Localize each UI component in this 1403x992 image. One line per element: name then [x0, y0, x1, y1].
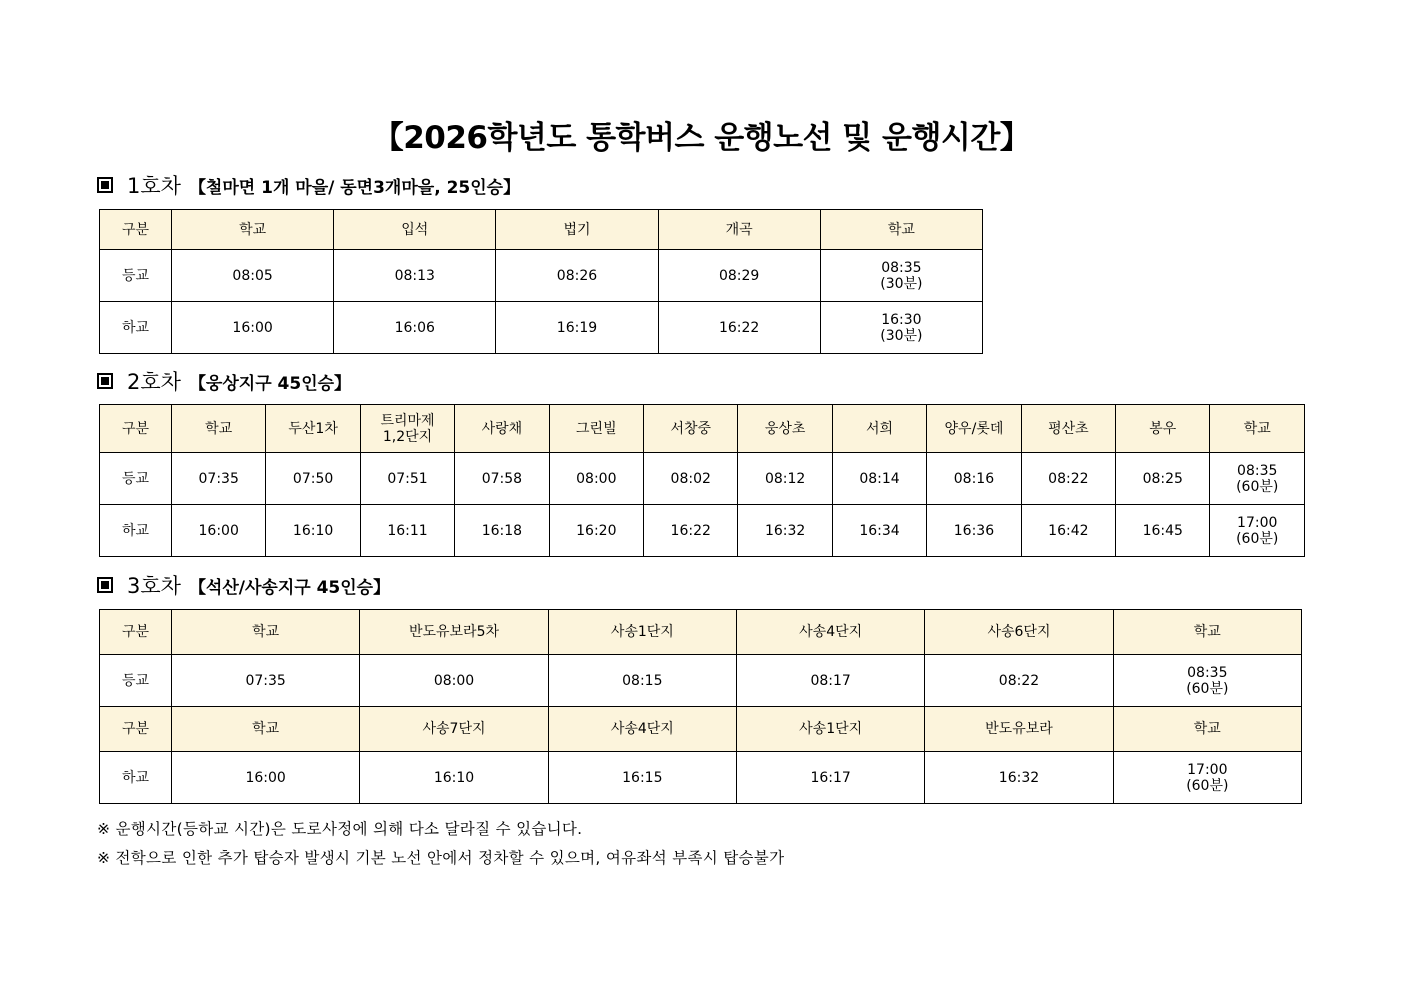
section-subtitle: 【석산/사송지구 45인승】 — [188, 577, 391, 598]
time-cell: 17:00 (60분) — [1113, 752, 1301, 804]
header-cell: 학교 — [1113, 707, 1301, 752]
time-cell: 16:00 — [172, 302, 334, 354]
section-heading-bus-1 — [97, 170, 520, 200]
time-cell: 16:20 — [549, 505, 643, 557]
table-header-row — [100, 610, 1302, 655]
header-cell: 구분 — [100, 707, 172, 752]
time-cell: 08:25 — [1116, 453, 1210, 505]
time-cell: 08:05 — [172, 250, 334, 302]
table-header-row — [100, 210, 983, 250]
time-cell: 08:26 — [496, 250, 658, 302]
header-cell: 학교 — [172, 707, 360, 752]
time-cell: 08:22 — [1021, 453, 1115, 505]
section-name: 1호차 — [127, 174, 181, 198]
time-cell: 08:00 — [549, 453, 643, 505]
time-cell: 16:22 — [658, 302, 820, 354]
time-cell: 08:12 — [738, 453, 832, 505]
time-cell: 08:00 — [360, 655, 548, 707]
time-cell: 16:18 — [455, 505, 549, 557]
time-cell: 16:11 — [360, 505, 454, 557]
square-bullet-icon — [97, 177, 113, 193]
header-cell: 사랑채 — [455, 405, 549, 453]
time-cell: 16:30 (30분) — [820, 302, 982, 354]
header-cell: 서창중 — [644, 405, 738, 453]
row-label-cell: 등교 — [100, 453, 172, 505]
table-row — [100, 505, 1305, 557]
time-cell: 08:15 — [548, 655, 736, 707]
header-cell: 학교 — [172, 210, 334, 250]
header-cell: 학교 — [1210, 405, 1305, 453]
header-cell: 학교 — [1113, 610, 1301, 655]
time-cell: 16:10 — [266, 505, 360, 557]
time-cell: 07:51 — [360, 453, 454, 505]
time-cell: 16:10 — [360, 752, 548, 804]
header-cell: 법기 — [496, 210, 658, 250]
time-cell: 16:34 — [832, 505, 926, 557]
time-cell: 16:42 — [1021, 505, 1115, 557]
page-title: 【2026학년도 통학버스 운행노선 및 운행시간】 — [372, 120, 1031, 156]
time-cell: 16:36 — [927, 505, 1021, 557]
row-label-cell: 등교 — [100, 250, 172, 302]
time-cell: 08:17 — [736, 655, 924, 707]
header-cell: 사송4단지 — [548, 707, 736, 752]
time-cell: 07:35 — [172, 655, 360, 707]
time-cell: 16:32 — [925, 752, 1113, 804]
header-cell: 봉우 — [1116, 405, 1210, 453]
table-row — [100, 752, 1302, 804]
section-heading-bus-3 — [97, 570, 390, 600]
time-cell: 07:35 — [172, 453, 266, 505]
header-cell: 구분 — [100, 210, 172, 250]
time-cell: 08:22 — [925, 655, 1113, 707]
header-cell: 사송1단지 — [736, 707, 924, 752]
row-label-cell: 하교 — [100, 752, 172, 804]
section-heading-bus-2 — [97, 366, 351, 396]
header-cell: 개곡 — [658, 210, 820, 250]
time-cell: 16:00 — [172, 752, 360, 804]
header-cell: 양우/롯데 — [927, 405, 1021, 453]
row-label-cell: 하교 — [100, 302, 172, 354]
header-cell: 학교 — [172, 405, 266, 453]
header-cell: 구분 — [100, 405, 172, 453]
section-name: 3호차 — [127, 574, 181, 598]
table-header-row — [100, 707, 1302, 752]
square-bullet-icon — [97, 577, 113, 593]
header-cell: 평산초 — [1021, 405, 1115, 453]
time-cell: 08:13 — [334, 250, 496, 302]
header-cell: 사송4단지 — [736, 610, 924, 655]
header-cell: 학교 — [820, 210, 982, 250]
bus-3-schedule-table — [99, 609, 1302, 804]
header-cell: 사송6단지 — [925, 610, 1113, 655]
header-cell: 학교 — [172, 610, 360, 655]
header-cell: 트리마제 1,2단지 — [360, 405, 454, 453]
bus-1-schedule-table — [99, 209, 983, 354]
time-cell: 08:29 — [658, 250, 820, 302]
header-cell: 사송7단지 — [360, 707, 548, 752]
time-cell: 08:35 (30분) — [820, 250, 982, 302]
time-cell: 16:15 — [548, 752, 736, 804]
time-cell: 16:22 — [644, 505, 738, 557]
header-cell: 사송1단지 — [548, 610, 736, 655]
row-label-cell: 등교 — [100, 655, 172, 707]
section-name: 2호차 — [127, 370, 181, 394]
table-row — [100, 453, 1305, 505]
time-cell: 07:50 — [266, 453, 360, 505]
time-cell: 16:32 — [738, 505, 832, 557]
table-header-row — [100, 405, 1305, 453]
time-cell: 16:45 — [1116, 505, 1210, 557]
bus-2-schedule-table — [99, 404, 1305, 557]
time-cell: 08:35 (60분) — [1210, 453, 1305, 505]
header-cell: 웅상초 — [738, 405, 832, 453]
time-cell: 16:00 — [172, 505, 266, 557]
header-cell: 서희 — [832, 405, 926, 453]
time-cell: 16:19 — [496, 302, 658, 354]
header-cell: 구분 — [100, 610, 172, 655]
header-cell: 입석 — [334, 210, 496, 250]
time-cell: 08:14 — [832, 453, 926, 505]
row-label-cell: 하교 — [100, 505, 172, 557]
square-bullet-icon — [97, 373, 113, 389]
time-cell: 08:16 — [927, 453, 1021, 505]
time-cell: 16:17 — [736, 752, 924, 804]
header-cell: 반도유보라 — [925, 707, 1113, 752]
section-subtitle: 【철마면 1개 마을/ 동면3개마을, 25인승】 — [188, 177, 521, 198]
table-row — [100, 655, 1302, 707]
header-cell: 반도유보라5차 — [360, 610, 548, 655]
section-subtitle: 【웅상지구 45인승】 — [188, 373, 352, 394]
note-2: ※ 전학으로 인한 추가 탑승자 발생시 기본 노선 안에서 정차할 수 있으며, 여유좌석 부족시 탑승불가 — [97, 849, 785, 867]
header-cell: 그린빌 — [549, 405, 643, 453]
table-row — [100, 302, 983, 354]
note-1: ※ 운행시간(등하교 시간)은 도로사정에 의해 다소 달라질 수 있습니다. — [97, 820, 583, 838]
time-cell: 17:00 (60분) — [1210, 505, 1305, 557]
table-row — [100, 250, 983, 302]
time-cell: 07:58 — [455, 453, 549, 505]
time-cell: 16:06 — [334, 302, 496, 354]
time-cell: 08:35 (60분) — [1113, 655, 1301, 707]
header-cell: 두산1차 — [266, 405, 360, 453]
time-cell: 08:02 — [644, 453, 738, 505]
